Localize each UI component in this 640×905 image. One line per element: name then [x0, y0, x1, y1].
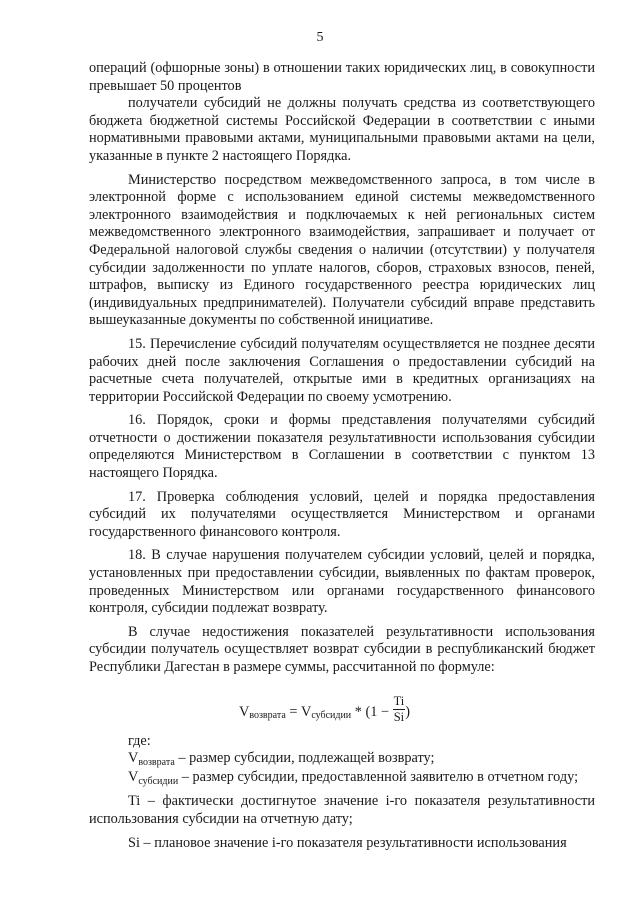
formula-lhs-sub: возврата: [249, 710, 286, 722]
document-body: [89, 60, 595, 852]
definition-text: – размер субсидии, подлежащей возврату;: [174, 750, 435, 767]
definition-v: V: [128, 768, 139, 785]
formula-equals: =: [285, 703, 301, 720]
paragraph-item-17: 17. Проверка соблюдения условий, целей и порядка предоставления субсидий их получателями осуществляется Министерством и органами государственного финансового контроля.: [89, 488, 595, 540]
definition-v-subsidy: [89, 769, 595, 788]
definition-v-sub: субсидии: [138, 775, 179, 787]
definition-si: Si – плановое значение i-го показателя результативности использования: [128, 834, 567, 851]
formula-lhs-v: V: [239, 703, 250, 720]
page-number: 5: [316, 30, 324, 45]
paragraph-continuation: операций (офшорные зоны) в отношении таких юридических лиц, в совокупности превышает 50 процентов: [89, 60, 595, 94]
formula-fraction: [393, 694, 406, 725]
paragraph-interagency-request: Министерство посредством межведомственного запроса, в том числе в электронной форме с использованием единой системы межведомственного электронного взаимодействия и подключаемых к ней региональных систем межведомственного электронного взаимодействия, запрашивает и получает от Федеральной налоговой службы сведения о наличии (отсутствии) у получателя субсидии задолженности по уплате налогов, сборов, страховых взносов, пеней, штрафов, выписку из Единого государственного реестра юридических лиц (индивидуальных предпринимателей). Получатели субсидий вправе представить вышеуказанные документы по собственной инициативе.: [89, 171, 595, 329]
paragraph-item-18: 18. В случае нарушения получателем субсидии условий, целей и порядка, установленных при предоставлении субсидии, выявленных по фактам проверок, проведенных Министерством или органами государственного финансового контроля, субсидии подлежат возврату.: [89, 547, 595, 617]
formula-rhs-v: V: [300, 703, 312, 720]
formula-denominator: Si: [393, 709, 405, 724]
paragraph-item-15: 15. Перечисление субсидий получателям осуществляется не позднее десяти рабочих дней после заключения Соглашения о предоставлении субсидий на расчетные счета получателей, открытые ими в кредитных организациях на территории Российской Федерации по своему усмотрению.: [89, 335, 595, 405]
definition-ti: Ti – фактически достигнутое значение i-го показателя результативности использования субсидии на отчетную дату;: [89, 793, 595, 827]
where-label: где:: [128, 732, 151, 749]
formula-numerator: Ti: [393, 693, 405, 708]
definition-v-sub: возврата: [138, 757, 175, 769]
definition-v-refund: [89, 750, 595, 769]
formula-multiplier: * (1 −: [351, 703, 393, 720]
refund-formula: [89, 677, 595, 733]
definition-text: – размер субсидии, предоставленной заявителю в отчетном году;: [178, 768, 579, 785]
definition-v: V: [128, 750, 139, 767]
formula-close: ): [405, 703, 411, 720]
formula-line: [239, 693, 411, 728]
formula-rhs-sub: субсидии: [311, 710, 352, 722]
paragraph-item-16: 16. Порядок, сроки и формы представления получателями субсидий отчетности о достижении показателя результативности использования субсидии определяются Министерством в Соглашении в соответствии с пунктом 13 настоящего Порядка.: [89, 412, 595, 482]
paragraph-recipients-condition: получатели субсидий не должны получать средства из соответствующего бюджета бюджетной системы Российской Федерации в соответствии с иными нормативными правовыми актами, муниципальными правовыми актами на цели, указанные в пункте 2 настоящего Порядка.: [89, 95, 595, 164]
paragraph-non-achievement: В случае недостижения показателей результативности использования субсидии получатель осуществляет возврат субсидии в республиканский бюджет Республики Дагестан в размере суммы, рассчитанной по формуле:: [89, 623, 595, 675]
